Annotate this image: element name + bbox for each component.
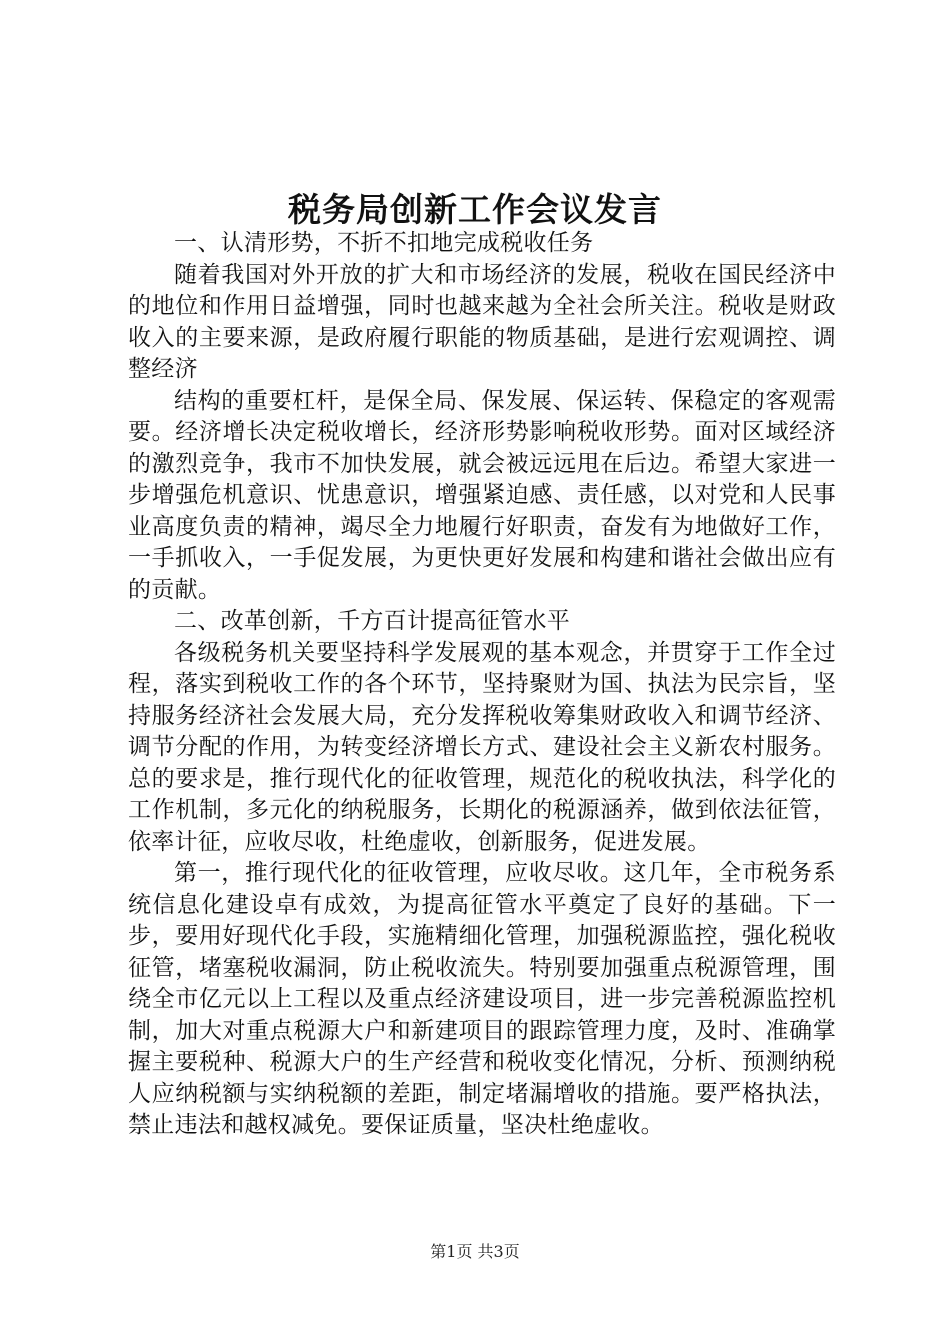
paragraph-2: 结构的重要杠杆，是保全局、保发展、保运转、保稳定的客观需要。经济增长决定税收增长，经济形势影响税收形势。面对区域经济的激烈竞争，我市不加快发展，就会被远远甩在后边。希望大家进一步增强危机意识、忧患意识，增强紧迫感、责任感，以对党和人民事业高度负责的精神，竭尽全力地履行好职责，奋发有为地做好工作，一手抓收入，一手促发展，为更快更好发展和构建和谐社会做出应有的贡献。 bbox=[128, 387, 836, 603]
document-title: 税务局创新工作会议发言 bbox=[288, 190, 662, 229]
document-body bbox=[128, 228, 836, 1142]
paragraph-1: 随着我国对外开放的扩大和市场经济的发展，税收在国民经济中的地位和作用日益增强，同时也越来越为全社会所关注。税收是财政收入的主要来源，是政府履行职能的物质基础，是进行宏观调控、调整经济 bbox=[128, 261, 836, 382]
page-footer: 第1页 共3页 bbox=[430, 1242, 520, 1261]
paragraph-4: 第一，推行现代化的征收管理，应收尽收。这几年，全市税务系统信息化建设卓有成效，为提高征管水平奠定了良好的基础。下一步，要用好现代化手段，实施精细化管理，加强税源监控，强化税收征管，堵塞税收漏洞，防止税收流失。特别要加强重点税源管理，围绕全市亿元以上工程以及重点经济建设项目，进一步完善税源监控机制，加大对重点税源大户和新建项目的跟踪管理力度，及时、准确掌握主要税种、税源大户的生产经营和税收变化情况，分析、预测纳税人应纳税额与实纳税额的差距，制定堵漏增收的措施。要严格执法，禁止违法和越权减免。要保证质量，坚决杜绝虚收。 bbox=[128, 860, 836, 1138]
paragraph-3: 各级税务机关要坚持科学发展观的基本观念，并贯穿于工作全过程，落实到税收工作的各个环节，坚持聚财为国、执法为民宗旨，坚持服务经济社会发展大局，充分发挥税收筹集财政收入和调节经济、调节分配的作用，为转变经济增长方式、建设社会主义新农村服务。总的要求是，推行现代化的征收管理，规范化的税收执法，科学化的工作机制，多元化的纳税服务，长期化的税源涵养，做到依法征管，依率计征，应收尽收，杜绝虚收，创新服务，促进发展。 bbox=[128, 639, 836, 855]
section-heading-1: 一、认清形势，不折不扣地完成税收任务 bbox=[174, 230, 594, 256]
section-heading-2: 二、改革创新，千方百计提高征管水平 bbox=[174, 608, 571, 634]
